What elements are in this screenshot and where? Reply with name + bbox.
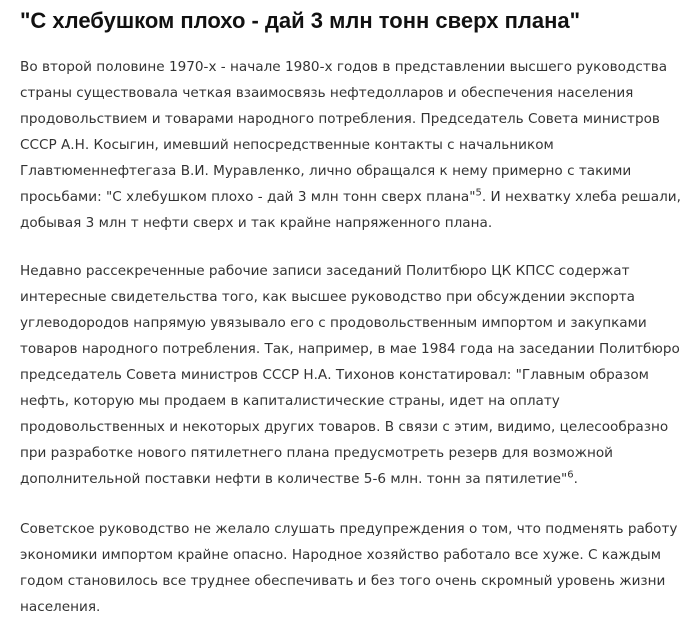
text-line: нефть, которую мы продаем в капиталистические страны, идет на оплату	[20, 393, 560, 409]
quote-text: дополнительной поставки нефти в количестве 5-6 млн. тонн за пятилетие"	[20, 471, 568, 487]
paragraph-2	[20, 258, 680, 492]
text-line: Недавно рассекреченные рабочие записи заседаний Политбюро ЦК КПСС содержат	[20, 263, 630, 279]
text-line: товаров народного потребления. Так, например, в мае 1984 года на заседании Политбюро	[20, 341, 680, 357]
text-line: интересные свидетельства того, как высшее руководство при обсуждении экспорта	[20, 289, 635, 305]
text-line-with-footnote	[20, 184, 681, 210]
text-line: продовольствием и товарами народного потребления. Председатель Совета министров	[20, 111, 660, 127]
text-line: населения.	[20, 599, 101, 615]
text-line: СССР А.Н. Косыгин, имевший непосредственные контакты с начальником	[20, 137, 554, 153]
quote-tail: .	[573, 471, 578, 487]
text-line: Советское руководство не желало слушать предупреждения о том, что подменять работу	[20, 521, 678, 537]
text-line: экономики импортом крайне опасно. Народное хозяйство работало все хуже. С каждым	[20, 547, 661, 563]
text-line: Главтюменнефтегаза В.И. Муравленко, лично обращался к нему примерно с такими	[20, 163, 632, 179]
text-line: страны существовала четкая взаимосвязь нефтедолларов и обеспечения населения	[20, 85, 634, 101]
text-line: углеводородов напрямую увязывало его с продовольственным импортом и закупками	[20, 315, 647, 331]
text-line: годом становилось все труднее обеспечивать и без того очень скромный уровень жизни	[20, 573, 666, 589]
footnote-ref-5[interactable]: 5	[475, 187, 482, 199]
quote-tail: . И нехватку хлеба решали,	[481, 189, 681, 205]
paragraph-1	[20, 54, 681, 236]
text-line: продовольственных и некоторых других товаров. В связи с этим, видимо, целесообразно	[20, 419, 669, 435]
text-line: добывая 3 млн т нефти сверх и так крайне напряженного плана.	[20, 215, 493, 231]
text-line: Во второй половине 1970-х - начале 1980-х годов в представлении высшего руководства	[20, 59, 668, 75]
article-title: "С хлебушком плохо - дай 3 млн тонн сверх плана"	[20, 8, 581, 33]
quote-text: просьбами: "С хлебушком плохо - дай 3 млн тонн сверх плана"	[20, 189, 476, 205]
text-line: председатель Совета министров СССР Н.А. Тихонов констатировал: "Главным образом	[20, 367, 649, 383]
footnote-ref-6[interactable]: 6	[567, 469, 574, 481]
paragraph-3	[20, 516, 678, 620]
text-line-with-footnote	[20, 466, 620, 492]
text-line: при разработке нового пятилетнего плана предусмотреть резерв для возможной	[20, 445, 613, 461]
